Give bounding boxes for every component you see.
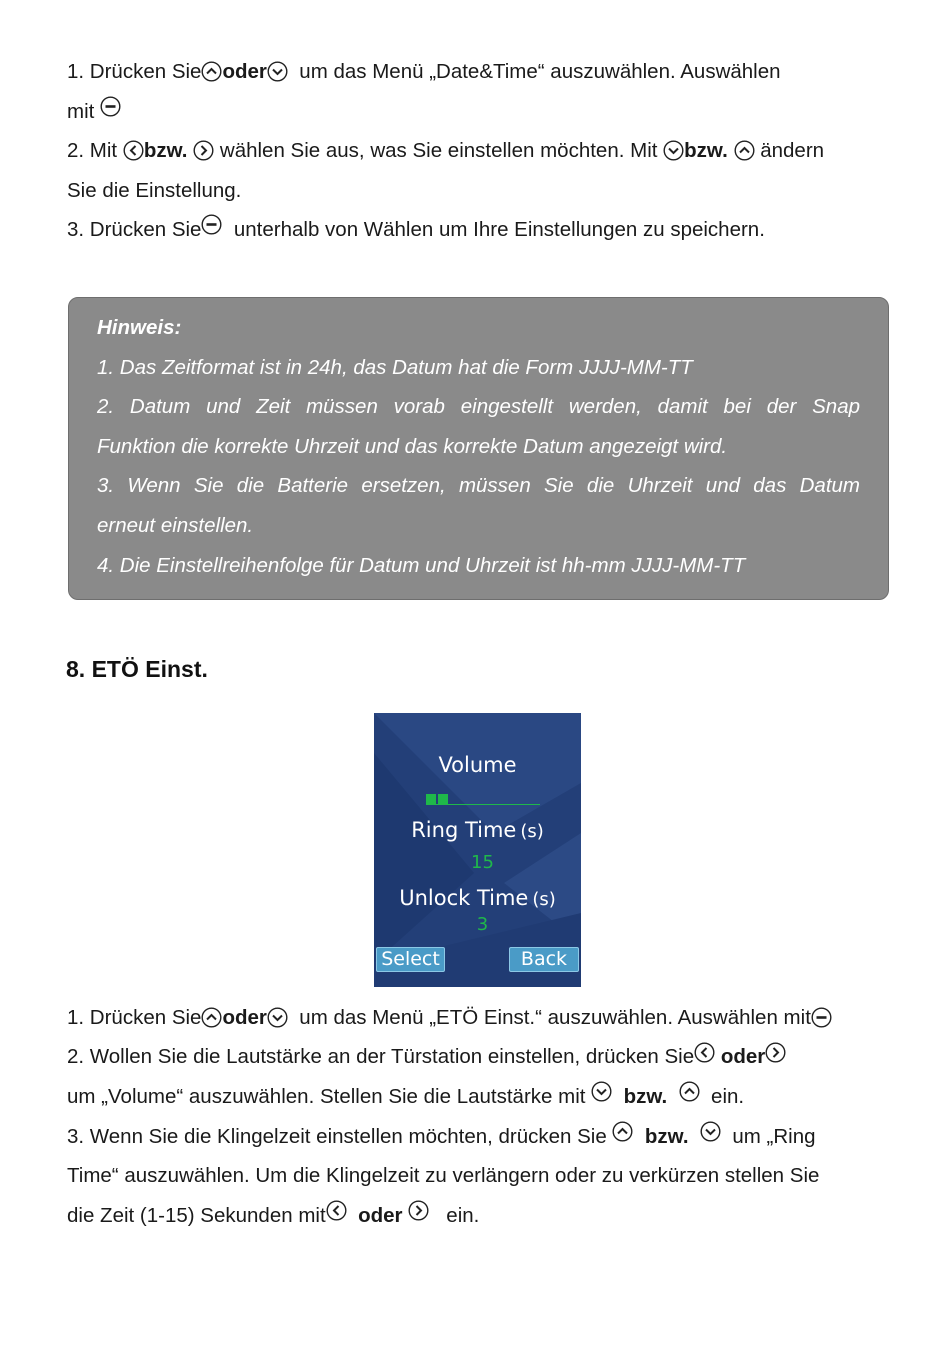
- minus-button-icon: [201, 214, 222, 235]
- note-item-3-cont: erneut einstellen.: [97, 513, 254, 537]
- note-item-1: 1. Das Zeitformat ist in 24h, das Datum hat die Form JJJJ-MM-TT: [97, 355, 693, 379]
- note-title: Hinweis:: [97, 316, 182, 339]
- note-item-4: 4. Die Einstellreihenfolge für Datum und Uhrzeit ist hh-mm JJJJ-MM-TT: [97, 553, 746, 577]
- note-item-3: 3. Wenn Sie die Batterie ersetzen, müssen Sie die Uhrzeit und das Datum: [97, 474, 860, 498]
- note-item-2: 2. Datum und Zeit müssen vorab eingestellt werden, damit bei der Snap: [97, 395, 860, 419]
- eto-step-3-cont: Time“ auszuwählen. Um die Klingelzeit zu verlängern oder zu verkürzen stellen Sie: [67, 1164, 820, 1187]
- section-title: 8. ETÖ Einst.: [66, 656, 208, 682]
- down-button-icon: [700, 1121, 721, 1142]
- ring-time-value: 15: [471, 852, 494, 873]
- eto-step-3-cont-2: die Zeit (1-15) Sekunden mit oder ein.: [67, 1196, 897, 1236]
- date-time-step-2-cont: Sie die Einstellung.: [67, 179, 242, 202]
- volume-bar-segment-2: [438, 794, 448, 805]
- right-button-icon: [193, 140, 214, 161]
- minus-button-icon: [100, 96, 121, 117]
- up-button-icon: [734, 140, 755, 161]
- date-time-step-1: 1. Drücken Sie oder um das Menü „Date&Time“ auszuwählen. Auswählen: [67, 60, 781, 83]
- note-item-2-cont: Funktion die korrekte Uhrzeit und das korrekte Datum angezeigt wird.: [97, 434, 728, 458]
- volume-label: Volume: [438, 753, 517, 777]
- down-button-icon: [591, 1081, 612, 1102]
- note-box: [68, 297, 889, 600]
- eto-step-3: 3. Wenn Sie die Klingelzeit einstellen möchten, drücken Sie bzw. um „Ring: [67, 1117, 897, 1157]
- device-screen: [374, 713, 581, 987]
- up-button-icon: [201, 1007, 222, 1028]
- volume-bar-segment-1: [426, 794, 436, 805]
- left-button-icon: [123, 140, 144, 161]
- eto-step-2-cont: um „Volume“ auszuwählen. Stellen Sie die Lautstärke mit bzw. ein.: [67, 1077, 897, 1117]
- back-softkey: Back: [509, 947, 579, 972]
- down-button-icon: [267, 61, 288, 82]
- unlock-time-label: Unlock Time (s): [399, 886, 556, 910]
- up-button-icon: [612, 1121, 633, 1142]
- eto-step-1: 1. Drücken Sie oder um das Menü „ETÖ Einst.“ auszuwählen. Auswählen mit: [67, 998, 897, 1038]
- right-button-icon: [408, 1200, 429, 1221]
- date-time-step-3: 3. Drücken Sie unterhalb von Wählen um Ihre Einstellungen zu speichern.: [67, 210, 897, 250]
- select-softkey: Select: [376, 947, 445, 972]
- right-button-icon: [765, 1042, 786, 1063]
- date-time-step-2: 2. Mit bzw. wählen Sie aus, was Sie einstellen möchten. Mit bzw. ändern: [67, 139, 825, 162]
- unlock-time-value: 3: [476, 914, 489, 935]
- minus-button-icon: [811, 1007, 832, 1028]
- down-button-icon: [267, 1007, 288, 1028]
- left-button-icon: [326, 1200, 347, 1221]
- left-button-icon: [694, 1042, 715, 1063]
- date-time-step-1-cont: mit: [67, 92, 897, 132]
- ring-time-label: Ring Time (s): [411, 818, 544, 842]
- down-button-icon: [663, 140, 684, 161]
- up-button-icon: [201, 61, 222, 82]
- up-button-icon: [679, 1081, 700, 1102]
- eto-step-2: 2. Wollen Sie die Lautstärke an der Türstation einstellen, drücken Sie oder: [67, 1037, 897, 1077]
